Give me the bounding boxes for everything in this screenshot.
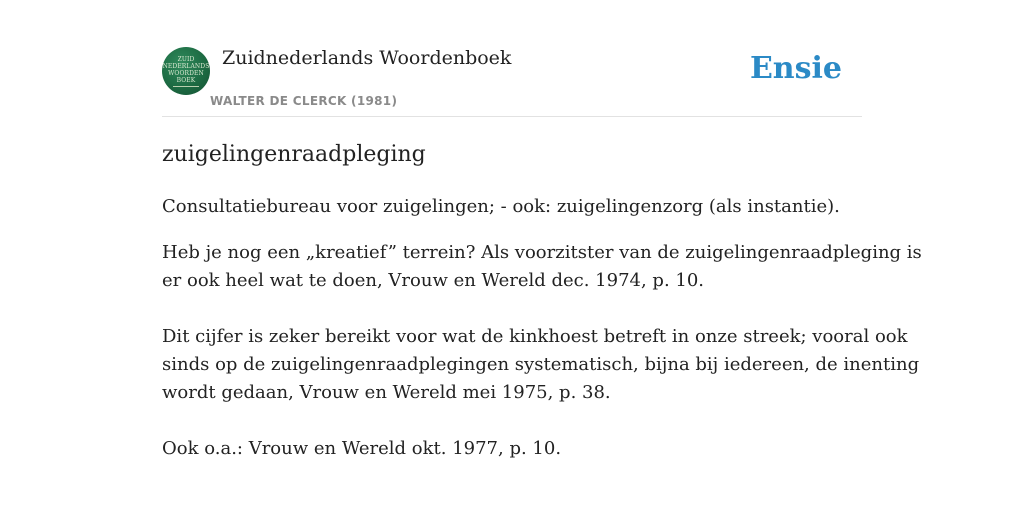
example-line: Heb je nog een „kreatief” terrein? Als voorzitster van de zuigelingenraadpleging is (162, 242, 922, 263)
example-line: er ook heel wat te doen, Vrouw en Wereld dec. 1974, p. 10. (162, 270, 705, 291)
entry-examples (162, 239, 922, 491)
logo-line: BOEK (176, 76, 196, 84)
logo-line: WOORDEN (168, 69, 204, 77)
example-quote (162, 323, 920, 407)
example-quote (162, 435, 862, 463)
ensie-logo-link[interactable]: Ensie (749, 51, 842, 86)
entry-title: zuigelingenraadpleging (162, 142, 426, 167)
dictionary-logo[interactable] (162, 47, 210, 95)
example-line: Dit cijfer is zeker bereikt voor wat de kinkhoest betreft in onze streek; vooral ook (162, 326, 908, 347)
dictionary-author: WALTER DE CLERCK (1981) (210, 94, 398, 108)
example-line: Ook o.a.: Vrouw en Wereld okt. 1977, p. 10. (162, 438, 562, 459)
example-line: sinds op de zuigelingenraadplegingen systematisch, bijna bij iedereen, de inenting (162, 354, 920, 375)
logo-line: NEDERLANDS (162, 62, 210, 70)
entry-definition: Consultatiebureau voor zuigelingen; - ook: zuigelingenzorg (als instantie). (162, 196, 840, 217)
logo-line: ZUID (177, 55, 195, 63)
example-line: wordt gedaan, Vrouw en Wereld mei 1975, p. 38. (162, 382, 611, 403)
page-header (162, 0, 862, 117)
logo-rule (173, 86, 199, 87)
example-quote (162, 239, 922, 295)
dictionary-page (162, 0, 922, 459)
dictionary-title[interactable]: Zuidnederlands Woordenboek (222, 47, 512, 69)
